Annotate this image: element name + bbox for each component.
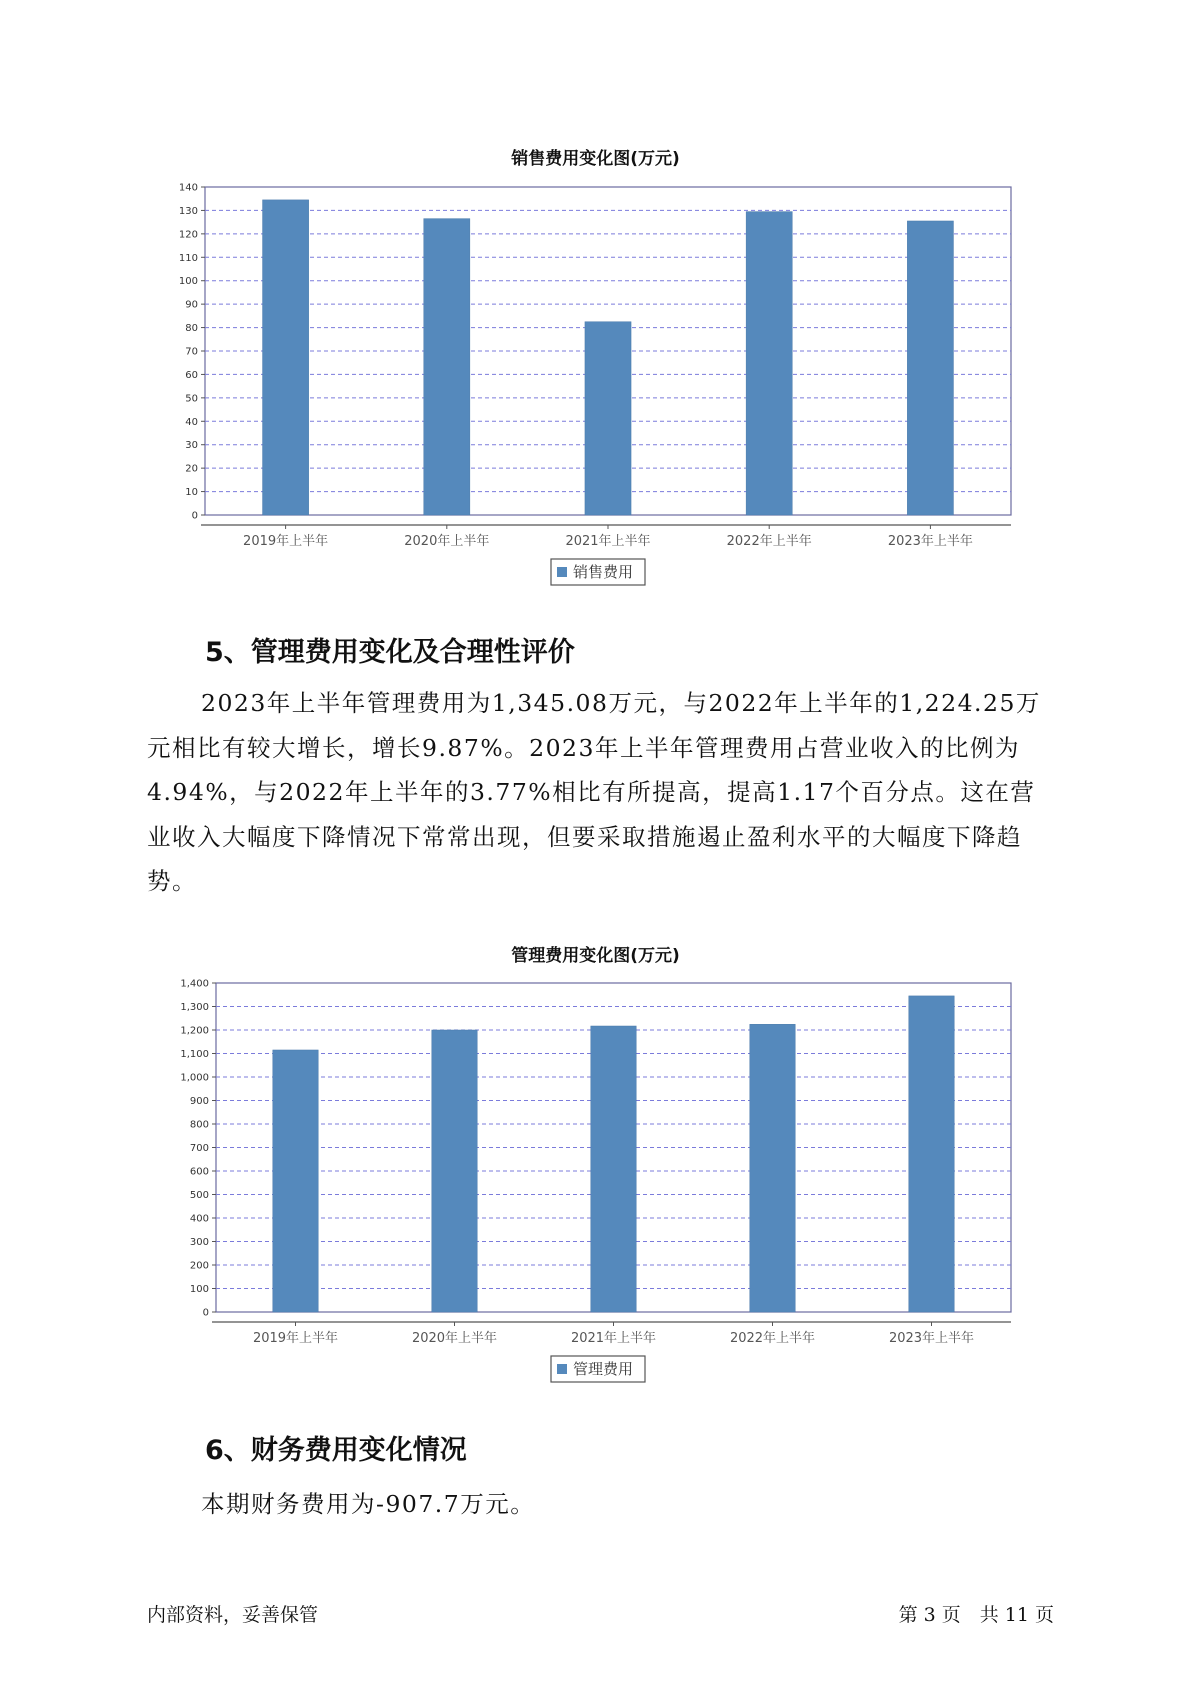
footer-confidential-note: 内部资料，妥善保管	[147, 1604, 319, 1626]
x-tick-label: 2022年上半年	[726, 534, 812, 549]
bar	[424, 219, 470, 515]
x-tick-label: 2021年上半年	[565, 534, 651, 549]
footer-page-number: 第 3 页 共 11 页	[898, 1604, 1054, 1626]
x-tick-label: 2020年上半年	[404, 534, 490, 549]
legend-label: 管理费用	[573, 1360, 634, 1378]
bar	[432, 1030, 477, 1312]
y-tick-label: 0	[191, 510, 198, 522]
bar	[907, 221, 953, 515]
x-tick-label: 2022年上半年	[729, 1331, 816, 1346]
legend-swatch	[557, 567, 567, 577]
y-tick-label: 500	[189, 1190, 209, 1201]
y-tick-label: 400	[189, 1213, 209, 1225]
y-tick-label: 1,400	[180, 978, 209, 990]
x-tick-label: 2023年上半年	[888, 1331, 975, 1346]
y-tick-label: 40	[185, 416, 198, 428]
x-tick-label: 2020年上半年	[411, 1331, 498, 1346]
y-tick-label: 300	[189, 1237, 209, 1248]
y-tick-label: 900	[189, 1096, 209, 1107]
y-tick-label: 800	[189, 1119, 209, 1131]
x-tick-label: 2021年上半年	[570, 1331, 657, 1346]
admin-chart-title: 管理费用变化图(万元)	[511, 946, 680, 966]
bar	[591, 1026, 636, 1312]
section-5-text: 2023年上半年管理费用为1,345.08万元，与2022年上半年的1,224.25万元相比有较大增长，增长9.87%。2023年上半年管理费用占营业收入的比例为4.94%，与2022年上半年的3.77%相比有所提高，提高1.17个百分点。这在营业收入大幅度下降情况下常常出现，但要采取措施遏止盈利水平的大幅度下降趋势。	[147, 689, 1041, 895]
y-tick-label: 60	[185, 369, 198, 381]
y-tick-label: 1,000	[180, 1072, 209, 1084]
y-tick-label: 700	[189, 1143, 209, 1154]
y-tick-label: 140	[178, 182, 198, 194]
x-tick-label: 2019年上半年	[252, 1331, 339, 1346]
bar	[909, 996, 954, 1312]
bar	[585, 322, 631, 515]
y-tick-label: 120	[178, 229, 198, 241]
y-tick-label: 130	[178, 205, 198, 217]
y-tick-label: 100	[178, 276, 198, 288]
section-5-paragraph	[147, 681, 1052, 904]
y-tick-label: 1,300	[180, 1002, 209, 1013]
y-tick-label: 1,100	[180, 1049, 209, 1060]
section-6-paragraph	[147, 1482, 1052, 1527]
y-tick-label: 50	[185, 393, 198, 405]
y-tick-label: 70	[185, 346, 198, 358]
y-tick-label: 10	[185, 487, 198, 499]
y-tick-label: 110	[178, 252, 198, 264]
sales-expense-chart	[0, 178, 1191, 598]
y-tick-label: 0	[202, 1307, 209, 1319]
admin-expense-chart	[0, 975, 1191, 1395]
bar	[263, 200, 309, 515]
x-tick-label: 2023年上半年	[887, 534, 973, 549]
y-tick-label: 200	[189, 1260, 209, 1272]
section-5-heading: 5、管理费用变化及合理性评价	[205, 637, 575, 668]
y-tick-label: 100	[189, 1284, 209, 1295]
x-tick-label: 2019年上半年	[243, 534, 329, 549]
y-tick-label: 20	[185, 463, 198, 475]
y-tick-label: 80	[185, 323, 198, 335]
section-6-heading: 6、财务费用变化情况	[205, 1435, 467, 1466]
sales-chart-title: 销售费用变化图(万元)	[511, 149, 680, 169]
bar	[746, 212, 792, 515]
y-tick-label: 90	[185, 299, 198, 311]
y-tick-label: 1,200	[180, 1025, 209, 1037]
legend-swatch	[557, 1364, 567, 1374]
section-6-text: 本期财务费用为-907.7万元。	[201, 1490, 536, 1518]
bar	[273, 1050, 318, 1312]
y-tick-label: 600	[189, 1166, 209, 1178]
bar	[750, 1024, 795, 1312]
y-tick-label: 30	[185, 440, 198, 452]
legend-label: 销售费用	[573, 563, 634, 581]
